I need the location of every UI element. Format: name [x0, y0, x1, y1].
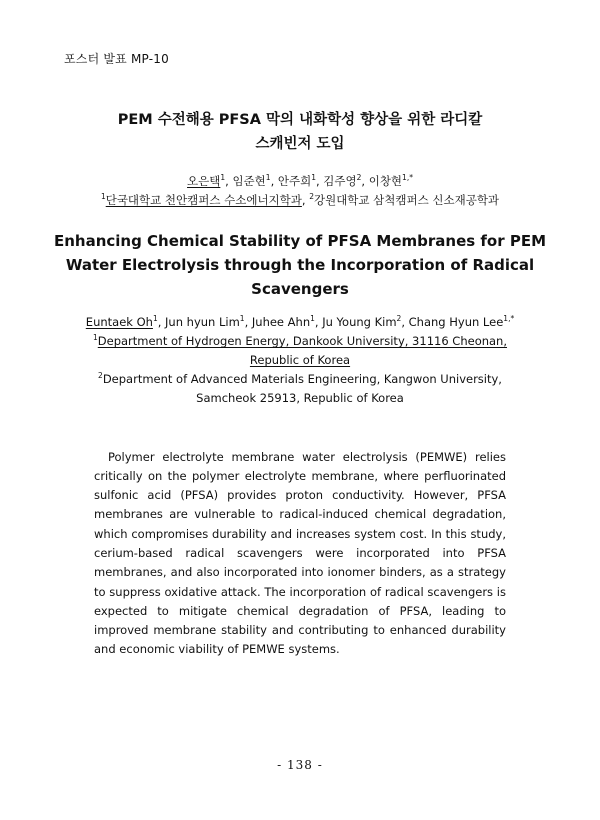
korean-affiliation-sup: 1 [100, 192, 106, 201]
author-separator: , [401, 315, 409, 329]
english-title-line-3: Scavengers [251, 280, 349, 298]
korean-author-name: 안주희 [277, 174, 312, 188]
english-author-name: Chang Hyun Lee [408, 315, 504, 329]
english-affiliation-1-line-1 [0, 332, 600, 351]
korean-author-sup: 2 [356, 173, 362, 182]
korean-affiliation-2: 강원대학교 삼척캠퍼스 신소재공학과 [313, 193, 500, 207]
author-separator: , [361, 174, 369, 188]
korean-title-line-2: 스캐빈저 도입 [255, 136, 345, 152]
korean-title [0, 108, 600, 156]
page-number: - 138 - [277, 758, 323, 772]
english-author-name: Euntaek Oh [85, 315, 153, 329]
english-affiliation-1-line-2 [0, 351, 600, 370]
korean-author-name: 오은택 [187, 174, 221, 188]
korean-author-name: 이창현 [368, 174, 403, 188]
english-author-sup: 1 [239, 314, 245, 323]
korean-title-line-1: PEM 수전해용 PFSA 막의 내화학성 향상을 위한 라디칼 [117, 112, 483, 128]
english-title-line-2: Water Electrolysis through the Incorporation of Radical [65, 256, 535, 274]
english-affiliation-2-text: Department of Advanced Materials Engineering, Kangwon University, [102, 372, 502, 386]
korean-author-name: 김주영 [323, 174, 357, 188]
author-separator: , [225, 174, 233, 188]
abstract-paragraph: Polymer electrolyte membrane water electrolysis (PEMWE) relies critically on the polymer electrolyte membrane, where perfluorinated sulfonic acid (PFSA) provides proton conductivity. However, PFSA membranes are vulnerable to radical-induced chemical degradation, which compromises durability and increases system cost. In this study, cerium-based radical scavengers were incorporated into PFSA membranes, and also incorporated into ionomer binders, as a strategy to suppress oxidative attack. The incorporation of radical scavengers is expected to mitigate chemical degradation of PFSA, leading to improved membrane stability and contributing to enhanced durability and economic viability of PEMWE systems. [94, 449, 506, 657]
korean-author-name: 임준현 [232, 174, 266, 188]
korean-affiliation-sup: 2 [309, 192, 314, 201]
english-author-sup: 2 [396, 314, 402, 323]
english-author-sup: 1,* [503, 314, 515, 323]
author-separator: , [314, 315, 323, 329]
english-author-block [0, 313, 600, 408]
english-affiliation-2-line-1 [0, 370, 600, 389]
session-tag: 포스터 발표 MP-10 [64, 52, 169, 66]
korean-affiliations [0, 191, 600, 210]
korean-author-block [0, 172, 600, 210]
english-author-list [0, 313, 600, 332]
korean-affiliation-1: 단국대학교 천안캠퍼스 수소에너지학과 [105, 193, 302, 207]
english-author-name: Jun hyun Lim [165, 315, 240, 329]
author-separator: , [157, 315, 166, 329]
english-author-sup: 1 [310, 314, 315, 323]
english-title [0, 229, 600, 301]
author-separator: , [244, 315, 252, 329]
korean-author-list [0, 172, 600, 191]
english-affiliation-1-country: Republic of Korea [249, 353, 351, 367]
english-author-name: Ju Young Kim [322, 315, 397, 329]
author-separator: , [315, 174, 324, 188]
korean-author-sup: 1 [265, 173, 271, 182]
korean-author-sup: 1 [220, 173, 226, 182]
english-affiliation-sup: 2 [98, 371, 103, 380]
author-separator: , [270, 174, 278, 188]
english-affiliation-1-text: Department of Hydrogen Energy, Dankook University, 31116 Cheonan, [97, 334, 508, 348]
english-affiliation-sup: 1 [92, 333, 98, 342]
korean-author-sup: 1,* [402, 173, 413, 182]
english-title-line-1: Enhancing Chemical Stability of PFSA Membranes for PEM [53, 232, 547, 250]
affiliation-separator: , [301, 193, 310, 207]
english-author-name: Juhee Ahn [251, 315, 311, 329]
korean-author-sup: 1 [311, 173, 316, 182]
english-affiliation-2-line-2: Samcheok 25913, Republic of Korea [196, 391, 404, 405]
english-author-sup: 1 [152, 314, 158, 323]
